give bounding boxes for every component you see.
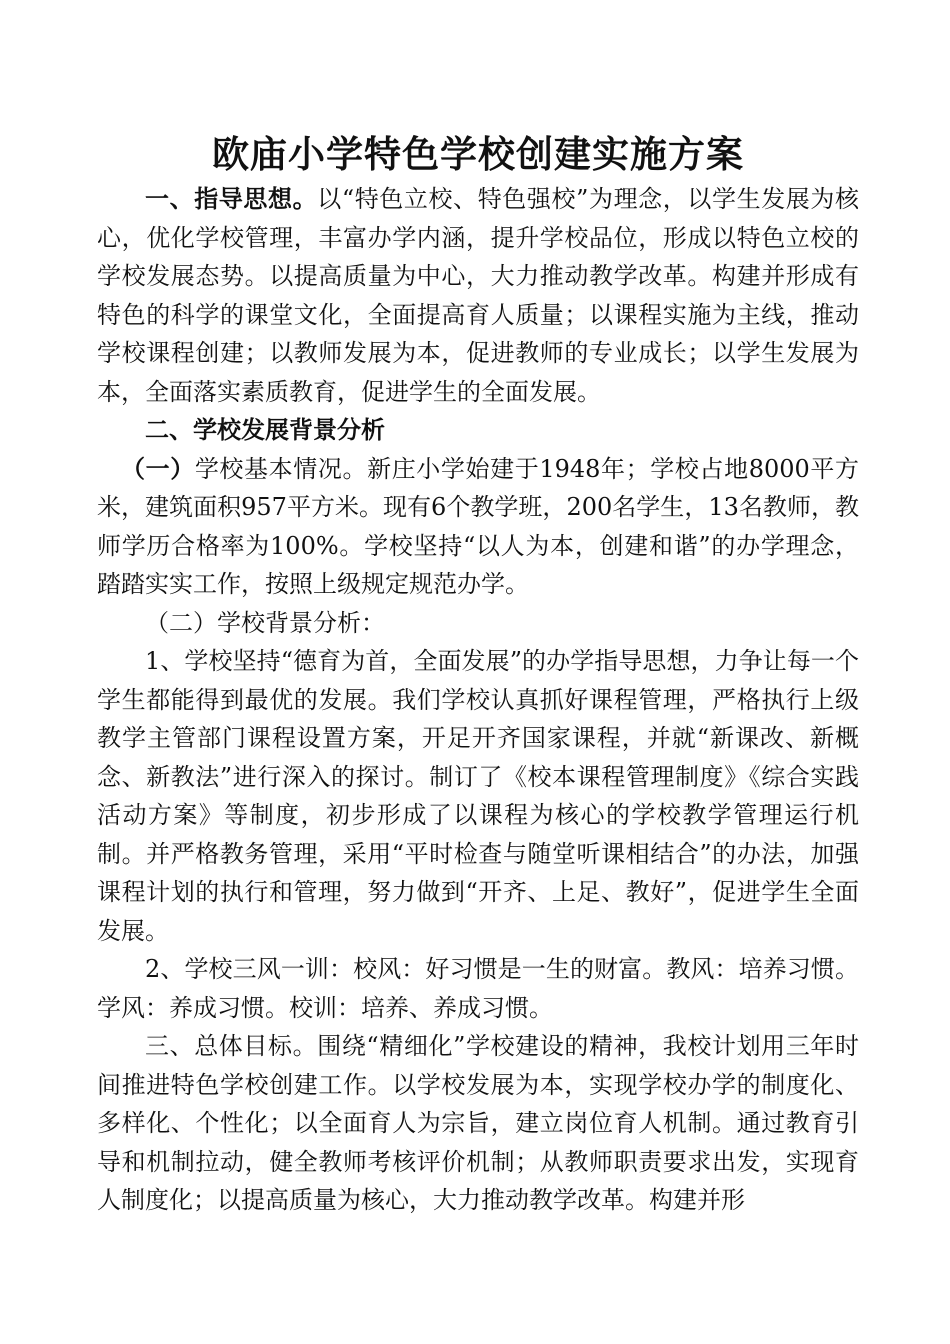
section-heading-2: 二、学校发展背景分析 — [145, 415, 385, 444]
section-overall-goal: 三、总体目标。围绕“精细化”学校建设的精神，我校计划用三年时间推进特色学校创建工作。以学校发展为本，实现学校办学的制度化、多样化、个性化；以全面育人为宗旨，建立岗位育人机制。通过教育引导和机制拉动，健全教师考核评价机制；从教师职责要求出发，实现育人制度化；以提高质量为核心，大力推动教学改革。构建并形 — [97, 1032, 859, 1214]
section-body-1: 以“特色立校、特色强校”为理念，以学生发展为核心，优化学校管理，丰富办学内涵，提升学校品位，形成以特色立校的学校发展态势。以提高质量为中心，大力推动教学改革。构建并形成有特色的科学的课堂文化，全面提高育人质量；以课程实施为主线，推动学校课程创建；以教师发展为本，促进教师的专业成长；以学生发展为本，全面落实素质教育，促进学生的全面发展。 — [97, 185, 859, 406]
paragraph-item-2: 2、学校三风一训：校风：好习惯是一生的财富。教风：培养习惯。学风：养成习惯。校训：培养、养成习惯。 — [97, 955, 859, 1022]
section-heading-1: 一、指导思想。 — [145, 184, 318, 213]
section-basic-info — [97, 450, 859, 604]
paragraph-item-1: 1、学校坚持“德育为首，全面发展”的办学指导思想，力争让每一个学生都能得到最优的发展。我们学校认真抓好课程管理，严格执行上级教学主管部门课程设置方案，开足开齐国家课程，并就“新课改、新概念、新教法”进行深入的探讨。制订了《校本课程管理制度》《综合实践活动方案》等制度，初步形成了以课程为核心的学校教学管理运行机制。并严格教务管理，采用“平时检查与随堂听课相结合”的办法，加强课程计划的执行和管理，努力做到“开齐、上足、教好”，促进学生全面发展。 — [97, 647, 859, 945]
document-title: 欧庙小学特色学校创建实施方案 — [212, 132, 744, 176]
document-page — [97, 128, 859, 1220]
section-guiding-thought — [97, 180, 859, 411]
subsection-heading-2: （二）学校背景分析： — [145, 608, 385, 637]
subsection-body-1: 学校基本情况。新庄小学始建于1948年；学校占地8000平方米，建筑面积957平方米。现有6个教学班，200名学生，13名教师，教师学历合格率为100%。学校坚持“以人为本，创建和谐”的办学理念，踏踏实实工作，按照上级规定规范办学。 — [97, 454, 859, 598]
subsection-label-1: （一） — [121, 453, 195, 483]
